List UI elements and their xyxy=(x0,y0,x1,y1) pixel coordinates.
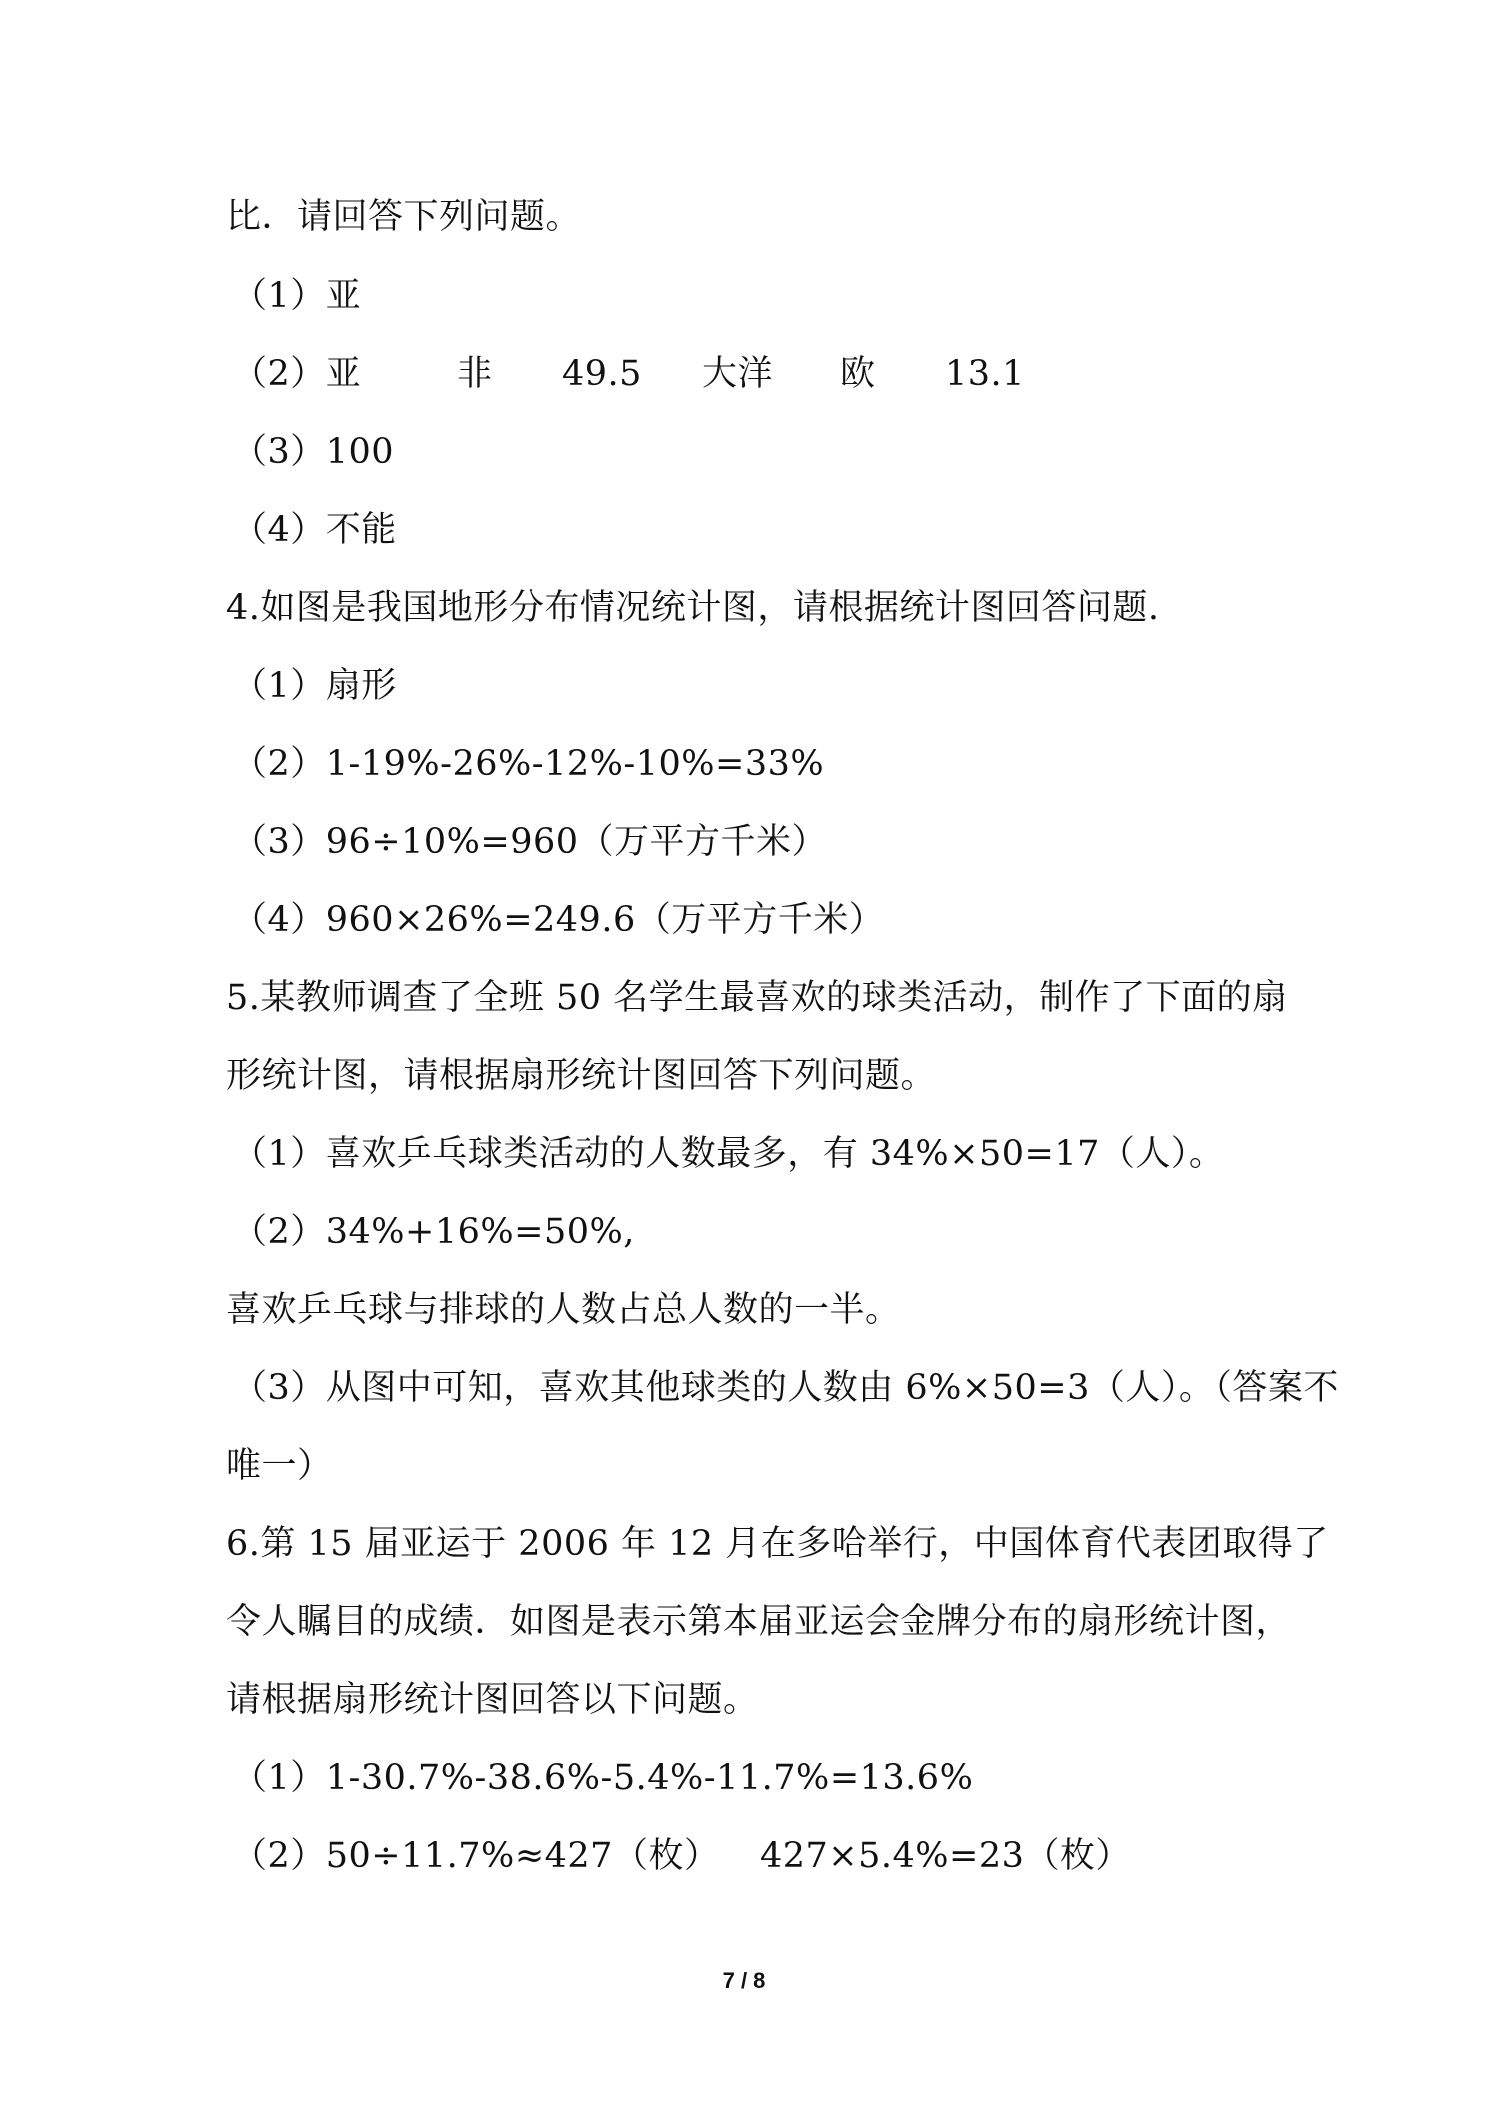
answer-q5-1: （1）喜欢乒乓球类活动的人数最多，有 34%×50=17（人）。 xyxy=(232,1134,1225,1174)
question-5: 5.某教师调查了全班 50 名学生最喜欢的球类活动，制作了下面的扇 xyxy=(226,978,1288,1018)
answer-q4-4: （4）960×26%=249.6（万平方千米） xyxy=(232,900,885,940)
question-5-cont: 形统计图，请根据扇形统计图回答下列问题。 xyxy=(226,1056,937,1096)
question-6-cont: 令人瞩目的成绩．如图是表示第本届亚运会金牌分布的扇形统计图， xyxy=(226,1602,1292,1642)
answer-q5-3: （3）从图中可知，喜欢其他球类的人数由 6%×50=3（人）。（答案不 xyxy=(232,1368,1339,1408)
answer-q3-2-item: 大洋 xyxy=(702,354,774,394)
answer-q6-2-part2: 427×5.4%=23（枚） xyxy=(760,1836,1131,1876)
answer-q3-2 xyxy=(232,354,1025,394)
answer-q3-2-item: 49.5 xyxy=(562,354,642,394)
answer-q4-3: （3）96÷10%=960（万平方千米） xyxy=(232,822,828,862)
answer-q3-2-item: 非 xyxy=(457,354,493,394)
answer-q3-4: （4）不能 xyxy=(232,510,397,550)
answer-q6-2-part1: （2）50÷11.7%≈427（枚） xyxy=(232,1836,720,1876)
page-number: 7 / 8 xyxy=(722,1968,766,1993)
answer-q6-1: （1）1-30.7%-38.6%-5.4%-11.7%=13.6% xyxy=(232,1758,974,1798)
answer-q6-2 xyxy=(232,1836,1131,1876)
answer-q4-1: （1）扇形 xyxy=(232,666,397,706)
question-6: 6.第 15 届亚运于 2006 年 12 月在多哈举行，中国体育代表团取得了 xyxy=(226,1524,1329,1564)
answer-q4-2: （2）1-19%-26%-12%-10%=33% xyxy=(232,744,825,784)
answer-q5-2: （2）34%+16%=50%, xyxy=(232,1212,635,1252)
question-4: 4.如图是我国地形分布情况统计图，请根据统计图回答问题. xyxy=(226,588,1160,628)
answer-q3-2-prefix: （2）亚 xyxy=(232,354,362,394)
answer-q3-2-item: 13.1 xyxy=(945,354,1025,394)
question-6-cont: 请根据扇形统计图回答以下问题。 xyxy=(226,1680,759,1720)
answer-q3-3: （3）100 xyxy=(232,432,395,472)
text-line: 比．请回答下列问题。 xyxy=(226,197,582,237)
answer-q5-2-cont: 喜欢乒乓球与排球的人数占总人数的一半。 xyxy=(226,1290,901,1330)
answer-q5-3-cont: 唯一） xyxy=(226,1446,333,1486)
answer-q3-2-item: 欧 xyxy=(840,354,876,394)
answer-q3-1: （1）亚 xyxy=(232,276,362,316)
